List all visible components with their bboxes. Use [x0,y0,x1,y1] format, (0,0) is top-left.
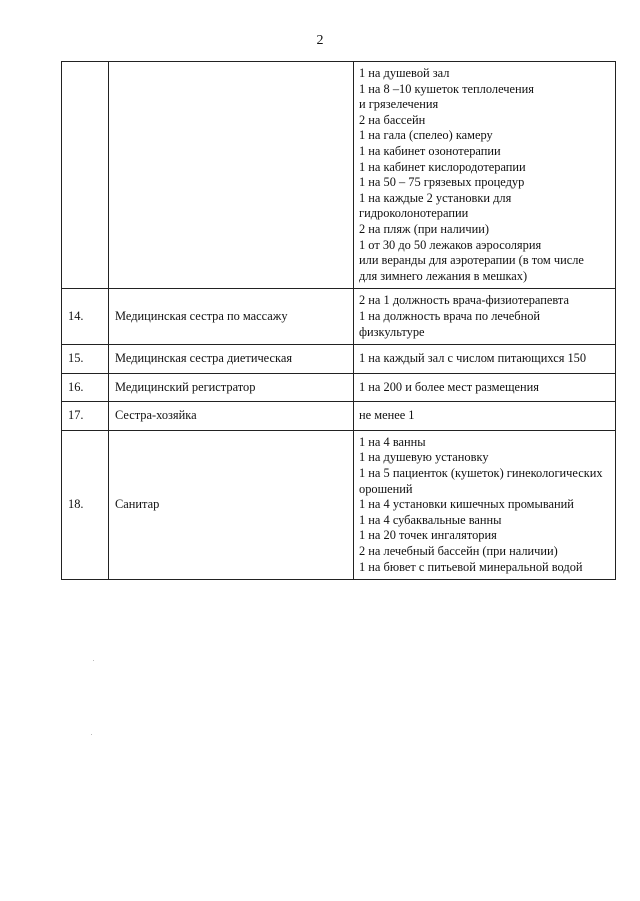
table-row [62,345,616,374]
page-number: 2 [316,33,324,48]
staffing-norm-line: 2 на 1 должность врача-физиотерапевта [359,293,569,308]
row-number: 16. [62,373,109,402]
staffing-norm-line: 1 на 20 точек ингалятория [359,528,497,543]
staffing-norm-line: 2 на лечебный бассейн (при наличии) [359,544,558,559]
row-number [62,62,109,289]
table-row [62,402,616,431]
position-title [109,62,354,289]
table-row [62,62,616,289]
staffing-norm-line: 2 на пляж (при наличии) [359,221,490,236]
staffing-norm-line: для зимнего лежания в мешках) [359,268,528,283]
row-number: 17. [62,402,109,431]
staffing-norm-line: 2 на бассейн [359,112,426,127]
table-row [62,430,616,579]
staffing-norm-cell [354,402,616,431]
staffing-norm-cell [354,430,616,579]
table-body [62,62,616,580]
staffing-norm-line: орошений [359,481,413,496]
staffing-norm-line: 1 на 4 установки кишечных промываний [359,497,574,512]
staffing-norm-line: 1 на кабинет озонотерапии [359,143,501,158]
staffing-norm-line: 1 на душевой зал [359,66,450,80]
staffing-norm-line: физкультуре [359,324,425,339]
position-title: Санитар [109,430,354,579]
staffing-norm-line: 1 на каждый зал с числом питающихся 150 [359,351,587,366]
staffing-norm-line: 1 на каждые 2 установки для [359,190,512,205]
row-number: 14. [62,289,109,345]
staffing-norm-line: не менее 1 [359,408,415,423]
staffing-norm-line: 1 на 50 – 75 грязевых процедур [359,175,525,190]
position-title: Медицинская сестра диетическая [109,345,354,374]
table-row [62,289,616,345]
staffing-norm-line: или веранды для аэротерапии (в том числе [359,253,584,268]
position-title: Медицинский регистратор [109,373,354,402]
staffing-norm-line: 1 на 4 ванны [359,434,426,449]
scan-artifact [93,660,94,661]
staffing-table [61,61,616,580]
staffing-norm-cell [354,289,616,345]
staffing-norm-line: 1 на кабинет кислородотерапии [359,159,526,174]
staffing-norm-cell [354,62,616,289]
staffing-norm-line: 1 на гала (спелео) камеру [359,128,493,143]
table-row [62,373,616,402]
staffing-norm-cell [354,345,616,374]
row-number: 15. [62,345,109,374]
staffing-norm-line: 1 от 30 до 50 лежаков аэросолярия [359,237,542,252]
staffing-norm-cell [354,373,616,402]
position-title: Медицинская сестра по массажу [109,289,354,345]
staffing-norm-line: гидроколонотерапии [359,206,469,221]
staffing-norm-line: 1 на бювет с питьевой минеральной водой [359,559,583,574]
staffing-norm-line: 1 на должность врача по лечебной [359,308,541,323]
staffing-norm-line: 1 на 4 субаквальные ванны [359,512,502,527]
staffing-norm-line: 1 на 200 и более мест размещения [359,379,539,394]
staffing-norm-line: 1 на душевую установку [359,450,489,465]
scan-artifact [91,734,92,735]
staffing-norm-line: и грязелечения [359,97,439,112]
staffing-norm-line: 1 на 8 –10 кушеток теплолечения [359,81,534,96]
row-number: 18. [62,430,109,579]
position-title: Сестра-хозяйка [109,402,354,431]
staffing-norm-line: 1 на 5 пациенток (кушеток) гинекологических [359,466,603,481]
